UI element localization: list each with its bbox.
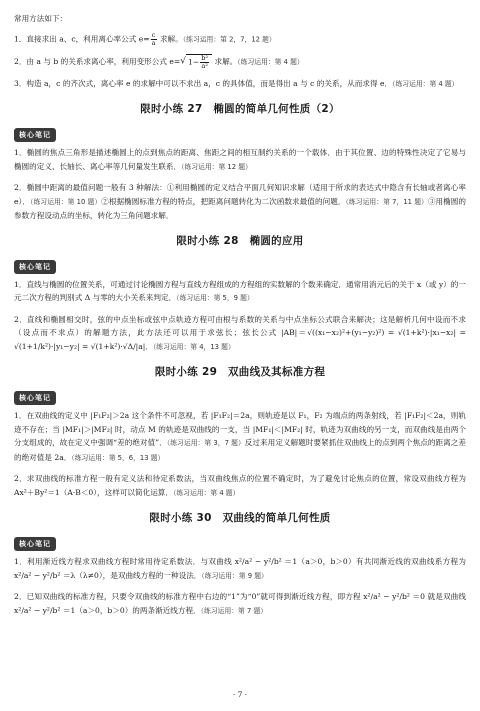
core-notes-badge: 核心笔记 — [14, 537, 56, 551]
core-notes-badge: 核心笔记 — [14, 128, 56, 142]
core-notes-badge: 核心笔记 — [14, 391, 56, 405]
method-1: 1．直接求出 a、c，利用离心率公式 e= $\frac{c}{a}$ 求解。（练习运用：第 2，7，12 题） — [14, 30, 276, 47]
core-notes-badge: 核心笔记 — [14, 260, 56, 274]
fraction-c-over-a: $\frac{c}{a}$ — [151, 30, 156, 47]
method-2-text: 2．由 a 与 b 的关系求离心率，利用变形公式 e= — [14, 56, 181, 66]
section-title-30: 限时小练 30 双曲线的简单几何性质 — [149, 512, 331, 524]
section-title-29: 限时小练 29 双曲线及其标准方程 — [154, 366, 326, 378]
sqrt-body: 1− $\frac{\text{b²}}{\text{a²}}$ — [186, 54, 212, 70]
chord-length-formula: √((x₁−x₂)²+(y₁−y₂)²) = √(1+k²)·|x₁−x₂| = √(1+1/k²)·|y₁−y₂| = √(1+k²)·√Δ/|a|． — [14, 328, 466, 351]
page-number: · 7 · — [232, 690, 248, 699]
section-27-para-2: 2．椭圆中距离的最值问题一般有 3 种解法：①利用椭圆的定义结合平面几何知识求解（适用于所求的表达式中隐含有长轴或者离心率 e）．（练习运用：第 10 题）②根据椭圆标准方程的特点，把距离问题转化为二次函数求最值的问题．（练习运用：第 7，11 题）③用椭圆的参数方程设动点的坐标，转化为三角问题求解． — [14, 183, 467, 220]
section-30-para-2: 2．已知双曲线的标准方程，只要令双曲线的标准方程中右边的“1”为“0”就可得到渐近线方程，即方程 x²/a² − y²/b² ＝0 就是双曲线 x²/a² − y²/b² ＝1（a＞0，b＞0）的两条渐近线方程．（练习运用：第 7 题） — [14, 592, 466, 615]
method-1-text: 1．直接求出 a、c，利用离心率公式 e= — [14, 34, 150, 43]
method-3-text: 3．构造 a，c 的齐次式，离心率 e 的求解中可以不求出 a，c 的具体值，而是得出 a 与 c 的关系，从而求得 e． — [14, 78, 393, 88]
method-1-note: （练习运用：第 2，7，12 题） — [182, 35, 276, 43]
method-3: 3．构造 a，c 的齐次式，离心率 e 的求解中可以不求出 a，c 的具体值，而是得出 a 与 c 的关系，从而求得 e．（练习运用：第 4 题） — [14, 78, 459, 88]
section-28-para-2: 2．直线和椭圆相交时，弦的中点坐标或弦中点轨迹方程可由根与系数的关系与中点坐标公式联合来解决；这是解析几何中设而不求（设点而不求点）的解题方法，此方法还可以用于求弦长；弦长公式 |AB|＝√((x₁−x₂)²+(y₁−y₂)²) = √(1+k²)·|x₁−x₂| = √(1+1/k²)·|y₁−y₂| = √(1+k²)·√Δ/|a|．（练习运用：第 4，13 题） — [14, 314, 466, 351]
section-28-para-1: 1．直线与椭圆的位置关系，可通过讨论椭圆方程与直线方程组成的方程组的实数解的个数来确定．通常用消元后的关于 x（或 y）的一元二次方程的判别式 Δ 与零的大小关系来判定．（练习运用：第 5，9 题） — [14, 279, 466, 302]
section-30-para-1: 1．利用渐近线方程求双曲线方程时常用待定系数法．与双曲线 x²/a² − y²/b² ＝1（a＞0，b＞0）有共同渐近线的双曲线系方程为 x²/a² − y²/b² ＝λ（λ≠0），是双曲线方程的一种设法．（练习运用：第 9 题） — [14, 557, 466, 580]
method-2: 2．由 a 与 b 的关系求离心率，利用变形公式 e=√ 1− $\frac{\text{b²}}{\text{a²}}$ 求解。（练习运用：第 4 题） — [14, 53, 304, 70]
section-title-27: 限时小练 27 椭圆的简单几何性质（2） — [140, 103, 340, 115]
section-29-para-2: 2．求双曲线的标准方程一般有定义法和待定系数法，当双曲线焦点的位置不确定时，为了避免讨论焦点的位置，常设双曲线方程为 Ax²＋By²＝1（A·B＜0），这样可以简化运算．（练习运用：第 4 题） — [14, 474, 466, 497]
intro-text: 常用方法如下： — [14, 14, 68, 23]
method-2-note: （练习运用：第 4 题） — [237, 57, 304, 66]
section-title-28: 限时小练 28 椭圆的应用 — [176, 234, 304, 247]
section-27-para-1: 1．椭圆的焦点三角形是描述椭圆上的点到焦点的距离、焦距之间的相互制约关系的一个载体．由于其位置、边的特殊性决定了它易与椭圆的定义、长轴长、离心率等几何量发生联系．（练习运用：第 12 题） — [14, 148, 466, 171]
sqrt-icon: √ — [180, 55, 186, 66]
section-29-para-1: 1．在双曲线的定义中 |F₁F₂|＞2a 这个条件不可忽视，若 |F₁F₂|＝2a，则轨迹是以 F₁，F₂ 为端点的两条射线，若 |F₁F₂|＜2a，则轨迹不存在；当 |MF₁|＞|MF₂| 时，动点 M 的轨迹是双曲线的一支，当 |MF₁|＜|MF₂| 时，轨迹为双曲线的另一支，而双曲线是由两个分支组成的，故在定义中强调“差的绝对值”．（练习运用：第 3，7 题）反过来用定义解题时要紧抓住双曲线上的点到两个焦点的距离之差的绝对值是 2a．（练习运用：第 5，6，13 题） — [14, 411, 467, 462]
